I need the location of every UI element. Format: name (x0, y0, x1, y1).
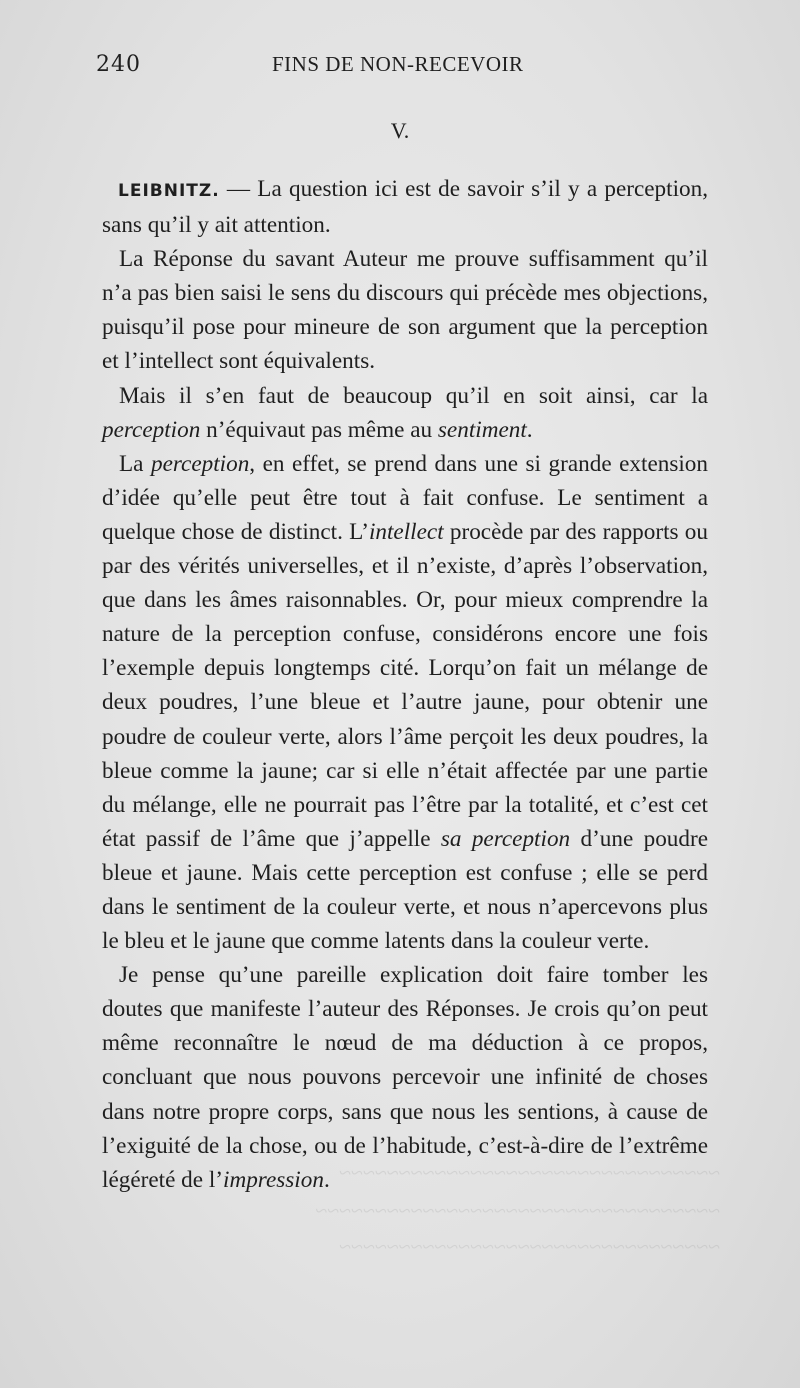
section-number: V. (390, 118, 410, 143)
body-text (102, 172, 708, 1197)
paragraph-text: Je pense qu’une pareille explication doit faire tomber les doutes que manifeste l’auteur des Réponses. Je crois qu’on peut même reconnaître le nœud de ma déduction à ce propos, concluant que nous pouvons percevoir une infinité de choses dans notre propre corps, sans que nous les sentions, à cause de l’exiguité de la chose, ou de l’habitude, c’est-à-dire de l’extrême légéreté de l’ (102, 962, 708, 1193)
paragraph-text: n’équivaut pas même au (200, 416, 438, 443)
paragraph-text: . (323, 1166, 330, 1193)
page-number: 240 (96, 52, 141, 77)
paragraph-4 (102, 447, 708, 958)
paragraph-1 (102, 172, 708, 242)
italic-term: sa perception (440, 825, 571, 852)
show-through-decoration: ~~~~~~~~~~~~~~~~~~~~~~~~~~~~~~~~ (339, 1160, 720, 1185)
italic-term: perception (150, 450, 250, 477)
paragraph-text: , en effet, se prend dans une si grande extension d’idée qu’elle peut être tout à fait confuse. Le sentiment a quelque chose de distinct. L’ (102, 450, 708, 545)
italic-term: impression (223, 1166, 324, 1193)
italic-term: intellect (368, 518, 444, 545)
paragraph-text: d’une poudre bleue et jaune. Mais cette perception est confuse ; elle se perd dans le sentiment de la couleur verte, et nous n’apercevons plus le bleu et le jaune que comme latents dans la couleur verte. (102, 825, 709, 955)
running-title: FINS DE NON-RECEVOIR (272, 52, 524, 76)
show-through-decoration: ~~~~~~~~~~~~~~~~~~~~~~~~~~~~~~~~~~ (315, 1198, 720, 1223)
page-header (96, 52, 706, 92)
paragraph-text: La (119, 450, 151, 477)
italic-term: sentiment (437, 416, 527, 443)
paragraph-2 (102, 242, 708, 378)
paragraph-5 (102, 958, 708, 1197)
show-through-decoration: ~~~~~~~~~~~~~~~~~~~~~~~~~~~~~~~~ (339, 1234, 720, 1259)
paragraph-3 (102, 379, 708, 447)
paragraph-text: procède par des rapports ou par des vérités universelles, et il n’existe, d’après l’observation, que dans les âmes raisonnables. Or, pour mieux comprendre la nature de la perception confuse, considérons encore une fois l’exemple depuis longtemps cité. Lorqu’on fait un mélange de deux poudres, l’une bleue et l’autre jaune, pour obtenir une poudre de couleur verte, alors l’âme perçoit les deux poudres, la bleue comme la jaune; car si elle n’était affectée par une partie du mélange, elle ne pourrait pas l’être par la totalité, et c’est cet état passif de l’âme que j’appelle (102, 518, 708, 852)
paragraph-text: Mais il s’en faut de beaucoup qu’il en soit ainsi, car la (119, 382, 708, 409)
speaker-name: LEIBNITZ. (118, 181, 220, 201)
italic-term: perception (102, 416, 201, 443)
paragraph-text: — La question ici est de savoir s’il y a perception, sans qu’il y ait attention. (102, 176, 708, 239)
paragraph-text: . (526, 416, 533, 443)
paragraph-text: La Réponse du savant Auteur me prouve suffisamment qu’il n’a pas bien saisi le sens du discours qui précède mes objections, puisqu’il pose pour mineure de son argument que la perception et l’intellect sont équivalents. (102, 246, 708, 375)
